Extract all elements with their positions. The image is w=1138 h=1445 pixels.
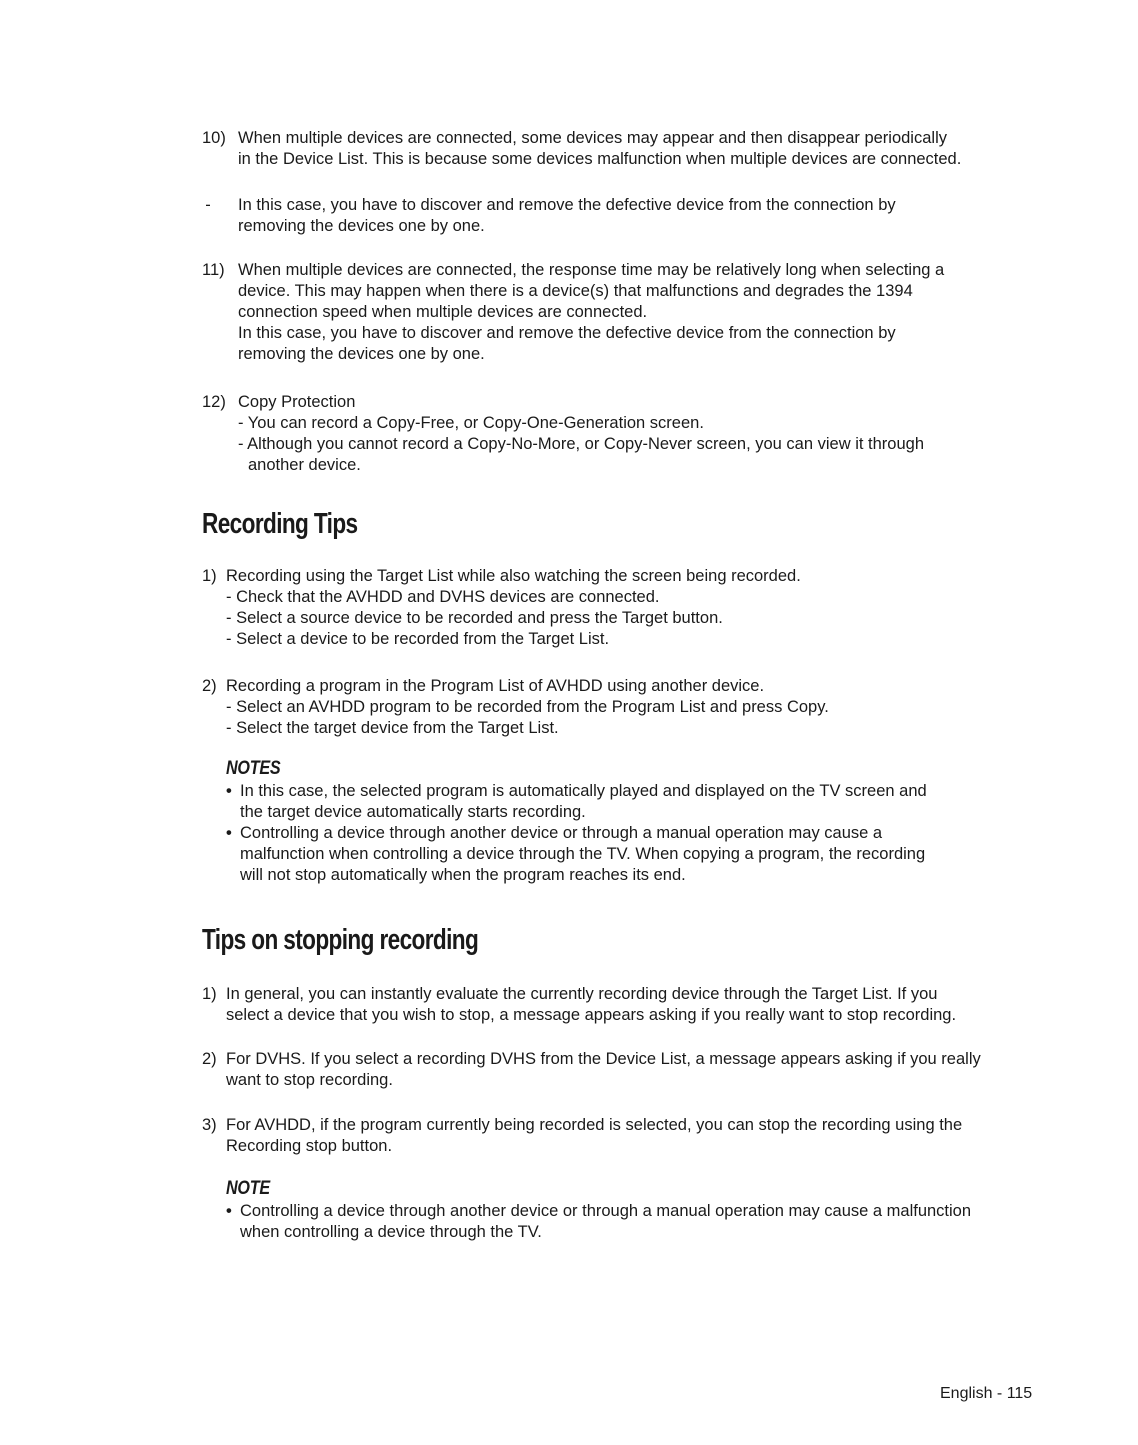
item-line: device. This may happen when there is a device(s) that malfunctions and degrades the 1394: [238, 282, 913, 300]
item-number: 12): [202, 393, 226, 411]
item-line: In general, you can instantly evaluate the currently recording device through the Target List. If you: [226, 985, 938, 1003]
note-title: NOTE: [226, 1178, 270, 1199]
sub-line: another device.: [248, 456, 361, 474]
page-footer: English - 115: [940, 1385, 1033, 1402]
sub-line: - Select a source device to be recorded and press the Target button.: [226, 609, 723, 627]
bullet-icon: •: [226, 1202, 232, 1220]
dash-marker: -: [205, 196, 211, 214]
note-line: when controlling a device through the TV.: [240, 1223, 542, 1241]
note-bullet: [226, 823, 1086, 886]
item-line: select a device that you wish to stop, a message appears asking if you really want to stop recording.: [226, 1006, 957, 1024]
item-10-dash-note: [202, 195, 1082, 237]
sub-line: - Although you cannot record a Copy-No-More, or Copy-Never screen, you can view it through: [238, 435, 924, 453]
stopping-tip-1: [202, 984, 1082, 1026]
stopping-tips-heading: Tips on stopping recording: [202, 924, 479, 956]
bullet-icon: •: [226, 824, 232, 842]
item-number: 2): [202, 1050, 217, 1068]
stopping-tip-3: [202, 1115, 1082, 1157]
note-bullet: [226, 1201, 1096, 1243]
note-line: Controlling a device through another device or through a manual operation may cause a: [240, 824, 883, 842]
item-number: 2): [202, 677, 217, 695]
stopping-note: [226, 1178, 1096, 1243]
sub-line: - Select the target device from the Target List.: [226, 719, 559, 737]
bullet-icon: •: [226, 782, 232, 800]
stopping-tip-2: [202, 1049, 1092, 1091]
note-line: Controlling a device through another device or through a manual operation may cause a malfunction: [240, 1202, 972, 1220]
recording-notes: [226, 758, 1086, 886]
recording-tip-1: [202, 566, 1082, 650]
note-line: In this case, the selected program is automatically played and displayed on the TV screen and: [240, 782, 927, 800]
sub-line: - You can record a Copy-Free, or Copy-One-Generation screen.: [238, 414, 704, 432]
item-line: want to stop recording.: [226, 1071, 393, 1089]
item-number: 11): [202, 261, 225, 279]
recording-tip-2: [202, 676, 1082, 739]
note-line: will not stop automatically when the program reaches its end.: [240, 866, 686, 884]
sub-line: - Select a device to be recorded from the Target List.: [226, 630, 610, 648]
sub-line: - Check that the AVHDD and DVHS devices are connected.: [226, 588, 660, 606]
item-line: For DVHS. If you select a recording DVHS from the Device List, a message appears asking if you really: [226, 1050, 981, 1068]
item-line: In this case, you have to discover and remove the defective device from the connection by: [238, 324, 896, 342]
sub-line: - Select an AVHDD program to be recorded from the Program List and press Copy.: [226, 698, 829, 716]
item-line: For AVHDD, if the program currently being recorded is selected, you can stop the recording using the: [226, 1116, 963, 1134]
notes-title: NOTES: [226, 758, 281, 779]
item-title: Recording using the Target List while also watching the screen being recorded.: [226, 567, 801, 585]
note-bullet: [226, 781, 1086, 823]
item-number: 3): [202, 1116, 217, 1134]
recording-tips-heading: Recording Tips: [202, 508, 358, 540]
item-line: removing the devices one by one.: [238, 217, 485, 235]
item-line: in the Device List. This is because some devices malfunction when multiple devices are connected.: [238, 150, 962, 168]
item-title: Copy Protection: [238, 393, 356, 411]
item-number: 1): [202, 567, 217, 585]
item-line: When multiple devices are connected, some devices may appear and then disappear periodically: [238, 129, 947, 147]
item-line: When multiple devices are connected, the response time may be relatively long when selecting a: [238, 261, 945, 279]
item-number: 10): [202, 129, 226, 147]
note-line: the target device automatically starts recording.: [240, 803, 586, 821]
item-11: [202, 260, 1082, 365]
item-12: [202, 392, 1082, 476]
item-10: [202, 128, 1082, 170]
note-line: malfunction when controlling a device through the TV. When copying a program, the recording: [240, 845, 926, 863]
item-line: Recording stop button.: [226, 1137, 393, 1155]
item-line: In this case, you have to discover and remove the defective device from the connection by: [238, 196, 896, 214]
item-line: connection speed when multiple devices are connected.: [238, 303, 648, 321]
item-title: Recording a program in the Program List of AVHDD using another device.: [226, 677, 765, 695]
item-number: 1): [202, 985, 217, 1003]
item-line: removing the devices one by one.: [238, 345, 485, 363]
